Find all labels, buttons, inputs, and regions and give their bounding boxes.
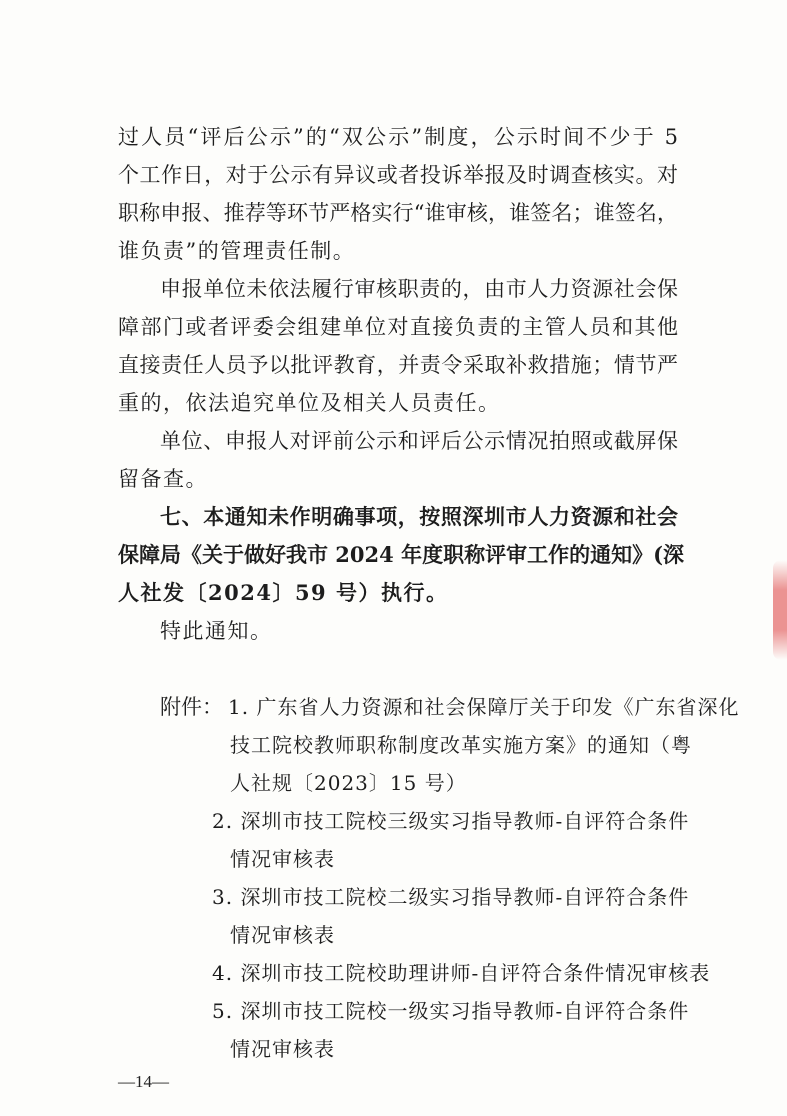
paragraph-line: 职称申报、推荐等环节严格实行“谁审核，谁签名；谁签名，	[118, 201, 678, 225]
attachment-item: 人社规〔2023〕15 号）	[230, 771, 467, 795]
attachment-item: 情况审核表	[230, 923, 335, 947]
paragraph-line: 留备查。	[118, 467, 208, 491]
section-seven-line: 保障局《关于做好我市 2024 年度职称评审工作的通知》(深	[118, 542, 685, 567]
closing-text: 特此通知。	[160, 619, 273, 643]
attachment-item: 情况审核表	[230, 1037, 335, 1061]
attachment-item: 4. 深圳市技工院校助理讲师-自评符合条件情况审核表	[212, 961, 711, 985]
section-seven-line: 人社发〔2024〕59 号）执行。	[118, 580, 449, 605]
section-seven-line: 七、本通知未作明确事项，按照深圳市人力资源和社会	[160, 504, 678, 529]
attachment-item: 情况审核表	[230, 847, 335, 871]
paragraph-line: 障部门或者评委会组建单位对直接负责的主管人员和其他	[118, 315, 678, 339]
attachment-item: 3. 深圳市技工院校二级实习指导教师-自评符合条件	[212, 885, 690, 909]
attachment-item: 技工院校教师职称制度改革实施方案》的通知（粤	[230, 733, 692, 757]
paragraph-line: 单位、申报人对评前公示和评后公示情况拍照或截屏保	[160, 429, 678, 453]
paragraph-line: 个工作日，对于公示有异议或者投诉举报及时调查核实。对	[118, 163, 678, 187]
paragraph-line: 重的，依法追究单位及相关人员责任。	[118, 391, 501, 415]
paragraph-line: 直接责任人员予以批评教育，并责令采取补救措施；情节严	[118, 353, 678, 377]
attachment-item: 1. 广东省人力资源和社会保障厅关于印发《广东省深化	[228, 695, 740, 719]
attachment-item: 2. 深圳市技工院校三级实习指导教师-自评符合条件	[212, 809, 690, 833]
paragraph-line: 谁负责”的管理责任制。	[118, 239, 356, 263]
seal-stamp-icon	[773, 560, 787, 660]
paragraph-line: 申报单位未依法履行审核职责的，由市人力资源社会保	[160, 277, 678, 301]
paragraph-line: 过人员“评后公示”的“双公示”制度，公示时间不少于 5	[118, 125, 678, 149]
attachment-item: 5. 深圳市技工院校一级实习指导教师-自评符合条件	[212, 999, 690, 1023]
attachments-label: 附件：	[160, 695, 223, 719]
page-number: —14—	[118, 1072, 169, 1091]
